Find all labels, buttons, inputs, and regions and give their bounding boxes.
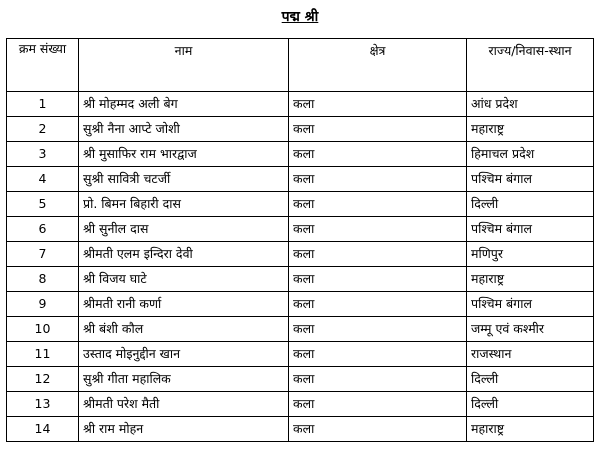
page-title: पद्म श्री — [281, 9, 319, 25]
name-cell: श्री राम मोहन — [79, 417, 289, 442]
serial-number-cell: 6 — [7, 217, 79, 242]
name-cell: उस्ताद मोइनुद्दीन खान — [79, 342, 289, 367]
state-cell: आंध प्रदेश — [467, 92, 594, 117]
serial-number-cell: 5 — [7, 192, 79, 217]
state-cell: पश्चिम बंगाल — [467, 167, 594, 192]
serial-number-cell: 3 — [7, 142, 79, 167]
table-row — [7, 292, 594, 317]
field-cell: कला — [289, 142, 467, 167]
state-cell: हिमाचल प्रदेश — [467, 142, 594, 167]
field-cell: कला — [289, 242, 467, 267]
state-cell: जम्मू एवं कश्मीर — [467, 317, 594, 342]
table-row — [7, 392, 594, 417]
name-cell: श्रीमती रानी कर्णा — [79, 292, 289, 317]
table-row — [7, 167, 594, 192]
field-cell: कला — [289, 417, 467, 442]
name-cell: सुश्री गीता महालिक — [79, 367, 289, 392]
table-row — [7, 342, 594, 367]
field-cell: कला — [289, 267, 467, 292]
serial-number-cell: 13 — [7, 392, 79, 417]
table-row — [7, 217, 594, 242]
serial-number-cell: 12 — [7, 367, 79, 392]
name-cell: सुश्री नैना आप्टे जोशी — [79, 117, 289, 142]
state-cell: दिल्ली — [467, 192, 594, 217]
header-state: राज्य/निवास-स्थान — [467, 39, 594, 92]
state-cell: पश्चिम बंगाल — [467, 292, 594, 317]
field-cell: कला — [289, 392, 467, 417]
field-cell: कला — [289, 117, 467, 142]
field-cell: कला — [289, 217, 467, 242]
serial-number-cell: 11 — [7, 342, 79, 367]
table-row — [7, 117, 594, 142]
header-field: क्षेत्र — [289, 39, 467, 92]
table-row — [7, 142, 594, 167]
state-cell: महाराष्ट्र — [467, 267, 594, 292]
awardees-table — [6, 38, 594, 442]
name-cell: श्रीमती एलम इन्दिरा देवी — [79, 242, 289, 267]
field-cell: कला — [289, 367, 467, 392]
state-cell: दिल्ली — [467, 392, 594, 417]
name-cell: श्री विजय घाटे — [79, 267, 289, 292]
serial-number-cell: 4 — [7, 167, 79, 192]
field-cell: कला — [289, 342, 467, 367]
field-cell: कला — [289, 167, 467, 192]
state-cell: महाराष्ट्र — [467, 417, 594, 442]
serial-number-cell: 1 — [7, 92, 79, 117]
table-row — [7, 242, 594, 267]
field-cell: कला — [289, 192, 467, 217]
serial-number-cell: 14 — [7, 417, 79, 442]
name-cell: श्री बंशी कौल — [79, 317, 289, 342]
name-cell: प्रो. बिमन बिहारी दास — [79, 192, 289, 217]
state-cell: दिल्ली — [467, 367, 594, 392]
state-cell: मणिपुर — [467, 242, 594, 267]
state-cell: राजस्थान — [467, 342, 594, 367]
field-cell: कला — [289, 292, 467, 317]
table-row — [7, 417, 594, 442]
header-serial-number: क्रम संख्या — [7, 39, 79, 92]
state-cell: महाराष्ट्र — [467, 117, 594, 142]
serial-number-cell: 8 — [7, 267, 79, 292]
name-cell: सुश्री सावित्री चटर्जी — [79, 167, 289, 192]
serial-number-cell: 9 — [7, 292, 79, 317]
table-row — [7, 367, 594, 392]
field-cell: कला — [289, 317, 467, 342]
table-row — [7, 192, 594, 217]
table-row — [7, 267, 594, 292]
name-cell: श्री सुनील दास — [79, 217, 289, 242]
table-row — [7, 317, 594, 342]
name-cell: श्री मुसाफिर राम भारद्वाज — [79, 142, 289, 167]
serial-number-cell: 10 — [7, 317, 79, 342]
serial-number-cell: 7 — [7, 242, 79, 267]
table-row — [7, 92, 594, 117]
field-cell: कला — [289, 92, 467, 117]
table-header-row — [7, 39, 594, 92]
name-cell: श्रीमती परेश मैती — [79, 392, 289, 417]
header-name: नाम — [79, 39, 289, 92]
name-cell: श्री मोहम्मद अली बेग — [79, 92, 289, 117]
state-cell: पश्चिम बंगाल — [467, 217, 594, 242]
serial-number-cell: 2 — [7, 117, 79, 142]
